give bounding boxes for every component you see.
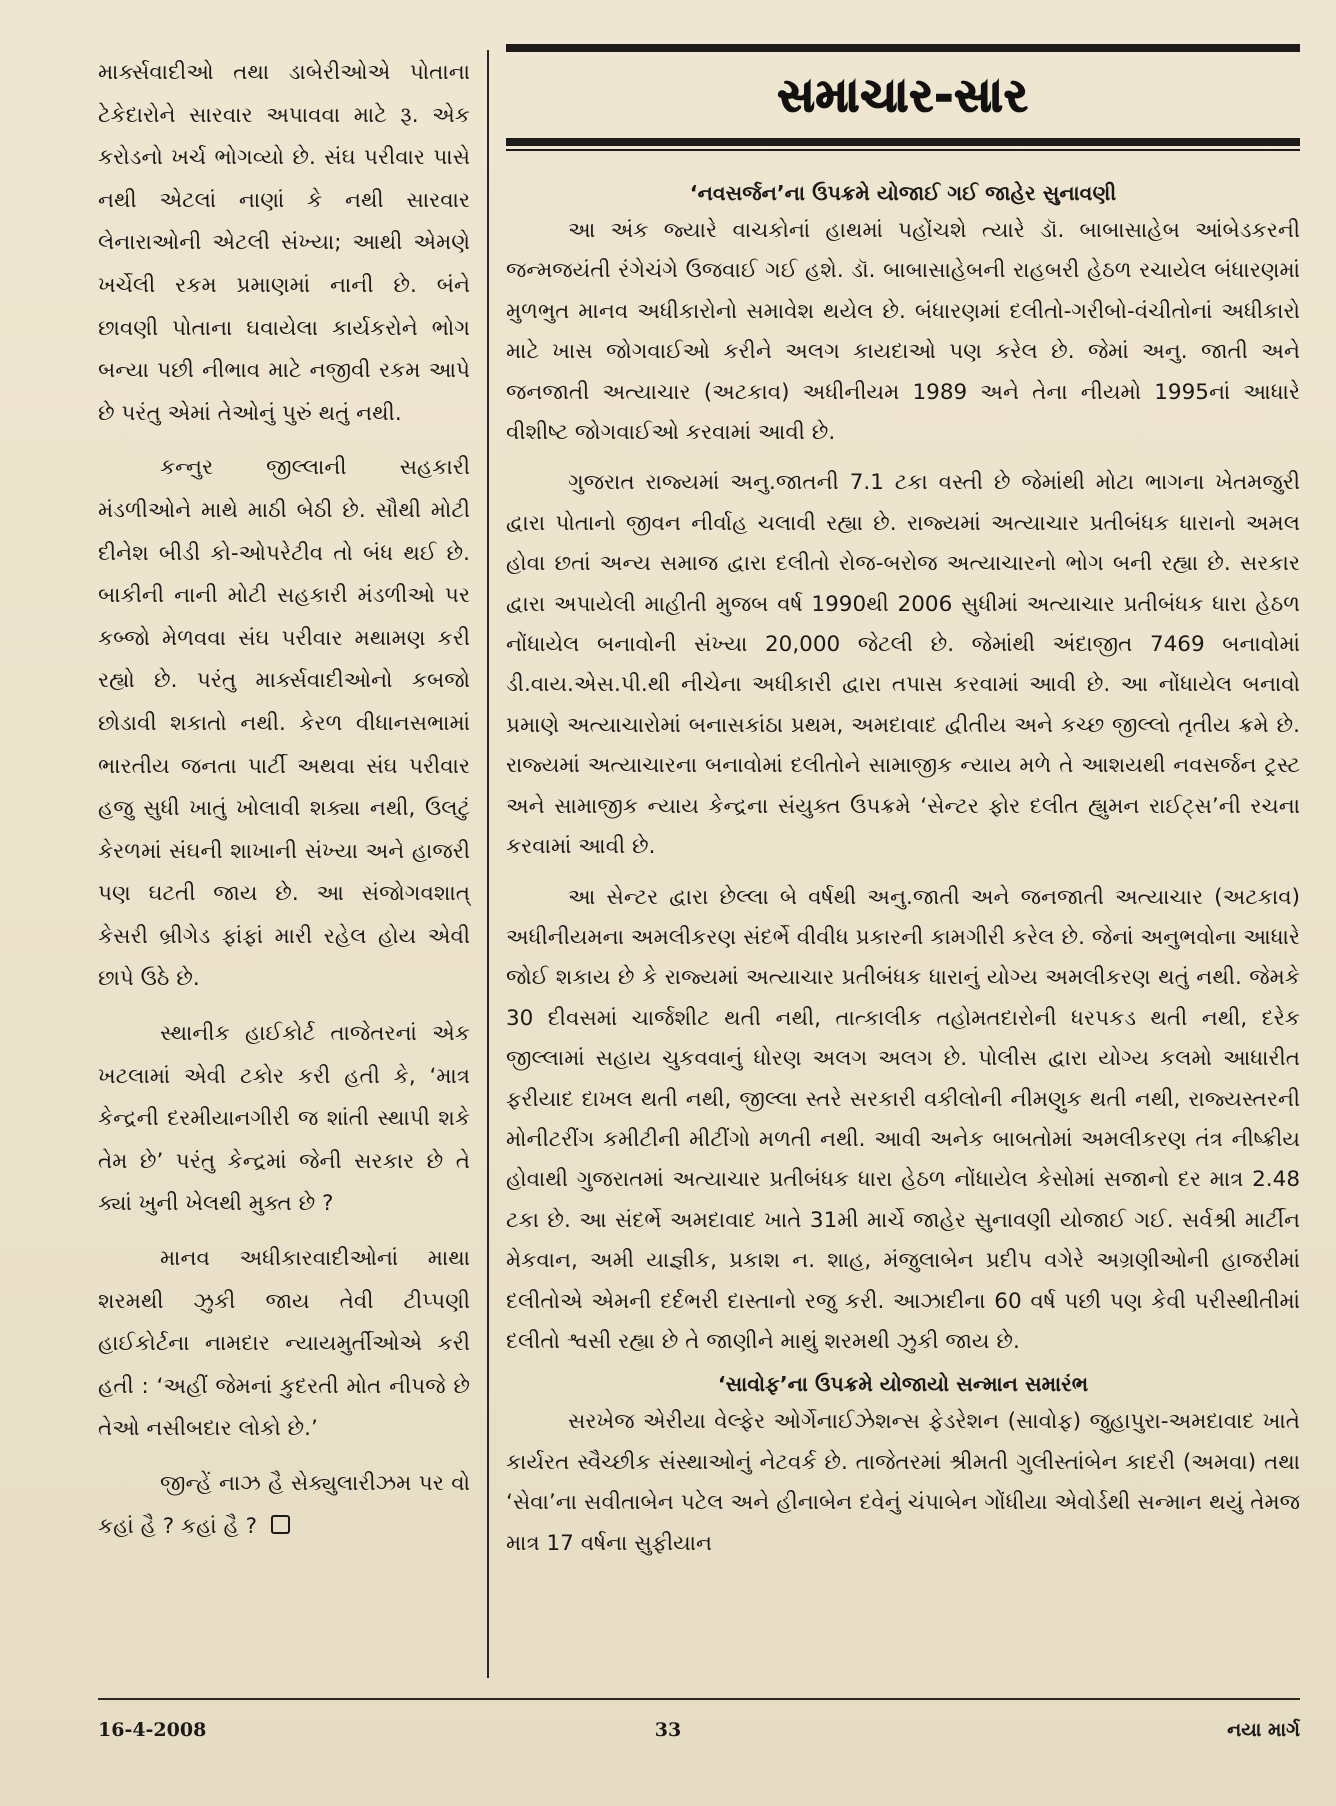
masthead-bottom-rule [506, 138, 1300, 146]
issue-date: 16-4-2008 [98, 1719, 207, 1741]
publication-name: નયા માર્ગ [1227, 1719, 1300, 1741]
left-column [98, 52, 470, 1692]
masthead-top-rule [506, 44, 1300, 52]
masthead-thin-rule [506, 149, 1300, 151]
footer-rule [98, 1698, 1300, 1700]
article-paragraph: આ અંક જ્યારે વાચકોનાં હાથમાં પહોંચશે ત્યારે ડૉ. બાબાસાહેબ આંબેડકરની જન્મજયંતી રંગેચંગે ઉજવાઈ ગઈ હશે. ડૉ. બાબાસાહેબની રાહબરી હેઠળ રચાયેલ બંધારણમાં મુળભુત માનવ અધીકારોનો સમાવેશ થયેલ છે. બંધારણમાં દલીતો-ગરીબો-વંચીતોનાં અધીકારો માટે ખાસ જોગવાઈઓ કરીને અલગ કાયદાઓ પણ કરેલ છે. જેમાં અનુ. જાતી અને જનજાતી અત્યાચાર (અટકાવ) અધીનીયમ 1989 અને તેના નીયમો 1995નાં આધારે વીશીષ્ટ જોગવાઈઓ કરવામાં આવી છે. [506, 218, 1300, 446]
article-paragraph: ગુજરાત રાજ્યમાં અનુ.જાતની 7.1 ટકા વસ્તી છે જેમાંથી મોટા ભાગના ખેતમજુરી દ્વારા પોતાનો જીવન નીર્વાહ ચલાવી રહ્યા છે. રાજ્યમાં અત્યાચાર પ્રતીબંધક ધારાનો અમલ હોવા છતાં અન્ય સમાજ દ્વારા દલીતો રોજ-બરોજ અત્યાચારનો ભોગ બની રહ્યા છે. સરકાર દ્વારા અપાયેલી માહીતી મુજબ વર્ષ 1990થી 2006 સુધીમાં અત્યાચાર પ્રતીબંધક ધારા હેઠળ નોંધાયેલ બનાવોની સંખ્યા 20,000 જેટલી છે. જેમાંથી અંદાજીત 7469 બનાવોમાં ડી.વાય.એસ.પી.થી નીચેના અધીકારી દ્વારા તપાસ કરવામાં આવી છે. આ નોંધાયેલ બનાવો પ્રમાણે અત્યાચારોમાં બનાસકાંઠા પ્રથમ, અમદાવાદ દ્વીતીય અને કચ્છ જીલ્લો તૃતીય ક્રમે છે. રાજ્યમાં અત્યાચારના બનાવોમાં દલીતોને સામાજીક ન્યાય મળે તે આશયથી નવસર્જન ટ્રસ્ટ અને સામાજીક ન્યાય કેન્દ્રના સંયુક્ત ઉપક્રમે ‘સેન્ટર ફોર દલીત હ્યુમન રાઈટ્સ’ની રચના કરવામાં આવી છે. [506, 470, 1300, 860]
article-paragraph: સરખેજ એરીયા વેલ્ફેર ઓર્ગેનાઈઝેશન્સ ફેડરેશન (સાવોફ) જુહાપુરા-અમદાવાદ ખાતે કાર્યરત સ્વૈચ્છીક સંસ્થાઓનું નેટવર્ક છે. તાજેતરમાં શ્રીમતી ગુલીસ્તાંબેન કાદરી (અમવા) તથા ‘સેવા’ના સવીતાબેન પટેલ અને હીનાબેન દવેનું ચંપાબેન ગોંધીયા એવોર્ડથી સન્માન થયું તેમજ માત્ર 17 વર્ષના સુફીયાન [506, 1409, 1300, 1556]
left-paragraph: માર્ક્સવાદીઓ તથા ડાબેરીઓએ પોતાના ટેકેદારોને સારવાર અપાવવા માટે રૂ. એક કરોડનો ખર્ચ ભોગવ્યો છે. સંઘ પરીવાર પાસે નથી એટલાં નાણાં કે નથી સારવાર લેનારાઓની એટલી સંખ્યા; આથી એમણે ખર્ચેલી રકમ પ્રમાણમાં નાની છે. બંને છાવણી પોતાના ઘવાયેલા કાર્યકરોને ભોગ બન્યા પછી નીભાવ માટે નજીવી રકમ આપે છે પરંતુ એમાં તેઓનું પુરું થતું નથી. [98, 60, 470, 426]
left-paragraph: માનવ અધીકારવાદીઓનાં માથા શરમથી ઝુકી જાય તેવી ટીપ્પણી હાઈકોર્ટના નામદાર ન્યાયમુર્તીઓએ કરી હતી : ‘અહીં જેમનાં કુદરતી મોત નીપજે છે તેઓ નસીબદાર લોકો છે.’ [98, 1246, 470, 1442]
section-masthead: સમાચાર-સાર [777, 68, 1029, 122]
page-number: 33 [654, 1719, 682, 1741]
left-paragraph-text: જીન્હેં નાઝ હૈ સેક્યુલારીઝમ પર વો કહાં હૈ ? કહાં હૈ ? [98, 1471, 470, 1539]
article-paragraph: આ સેન્ટર દ્વારા છેલ્લા બે વર્ષથી અનુ.જાતી અને જનજાતી અત્યાચાર (અટકાવ) અધીનીયમના અમલીકરણ સંદર્ભે વીવીધ પ્રકારની કામગીરી કરેલ છે. જેનાં અનુભવોના આધારે જોઈ શકાય છે કે રાજ્યમાં અત્યાચાર પ્રતીબંધક ધારાનું યોગ્ય અમલીકરણ થતું નથી. જેમકે 30 દીવસમાં ચાર્જશીટ થતી નથી, તાત્કાલીક તહોમતદારોની ધરપકડ થતી નથી, દરેક જીલ્લામાં સહાય ચુકવવાનું ધોરણ અલગ અલગ છે. પોલીસ દ્વારા યોગ્ય કલમો આધારીત ફરીયાદ દાખલ થતી નથી, જીલ્લા સ્તરે સરકારી વકીલોની નીમણુક થતી નથી, રાજ્યસ્તરની મોનીટરીંગ કમીટીની મીટીંગો મળતી નથી. આવી અનેક બાબતોમાં અમલીકરણ તંત્ર નીષ્ક્રીય હોવાથી ગુજરાતમાં અત્યાચાર પ્રતીબંધક ધારા હેઠળ નોંધાયેલ કેસોમાં સજાનો દર માત્ર 2.48 ટકા છે. આ સંદર્ભે અમદાવાદ ખાતે 31મી માર્ચે જાહેર સુનાવણી યોજાઈ ગઈ. સર્વશ્રી માર્ટીન મેકવાન, અમી યાજ્ઞીક, પ્રકાશ ન. શાહ, મંજુલાબેન પ્રદીપ વગેરે અગ્રણીઓની હાજરીમાં દલીતોએ એમની દર્દભરી દાસ્તાનો રજુ કરી. આઝાદીના 60 વર્ષ પછી પણ કેવી પરીસ્થીતીમાં દલીતો શ્વસી રહ્યા છે તે જાણીને માથું શરમથી ઝુકી જાય છે. [506, 884, 1300, 1354]
left-paragraph: સ્થાનીક હાઈકોર્ટ તાજેતરનાં એક ખટલામાં એવી ટકોર કરી હતી કે, ‘માત્ર કેન્દ્રની દરમીયાનગીરી જ શાંતી સ્થાપી શકે તેમ છે’ પરંતુ કેન્દ્રમાં જેની સરકાર છે તે ક્યાં ખુની ખેલથી મુક્ત છે ? [98, 1021, 470, 1217]
section-heading: ‘સાવોફ’ના ઉપક્રમે યોજાયો સન્માન સમારંભ [717, 1372, 1089, 1397]
right-column [506, 44, 1300, 1694]
end-mark-icon [271, 1515, 290, 1534]
section-heading: ‘નવસર્જન’ના ઉપક્રમે યોજાઈ ગઈ જાહેર સુનાવણી [689, 181, 1117, 205]
left-paragraph: કન્નુર જીલ્લાની સહકારી મંડળીઓને માથે માઠી બેઠી છે. સૌથી મોટી દીનેશ બીડી કો-ઓપરેટીવ તો બંધ થઈ છે. બાકીની નાની મોટી સહકારી મંડળીઓ પર કબ્જો મેળવવા સંઘ પરીવાર મથામણ કરી રહ્યો છે. પરંતુ માર્ક્સવાદીઓનો કબજો છોડાવી શકાતો નથી. કેરળ વીધાનસભામાં ભારતીય જનતા પાર્ટી અથવા સંઘ પરીવાર હજુ સુધી ખાતું ખોલાવી શક્યા નથી, ઉલટું કેરળમાં સંઘની શાખાની સંખ્યા અને હાજરી પણ ઘટતી જાય છે. આ સંજોગવશાત્ કેસરી બ્રીગેડ ફાંફાં મારી રહેલ હોય એવી છાપે ઉઠે છે. [98, 455, 470, 992]
column-divider [487, 50, 489, 1678]
left-paragraph-last [98, 1463, 470, 1548]
